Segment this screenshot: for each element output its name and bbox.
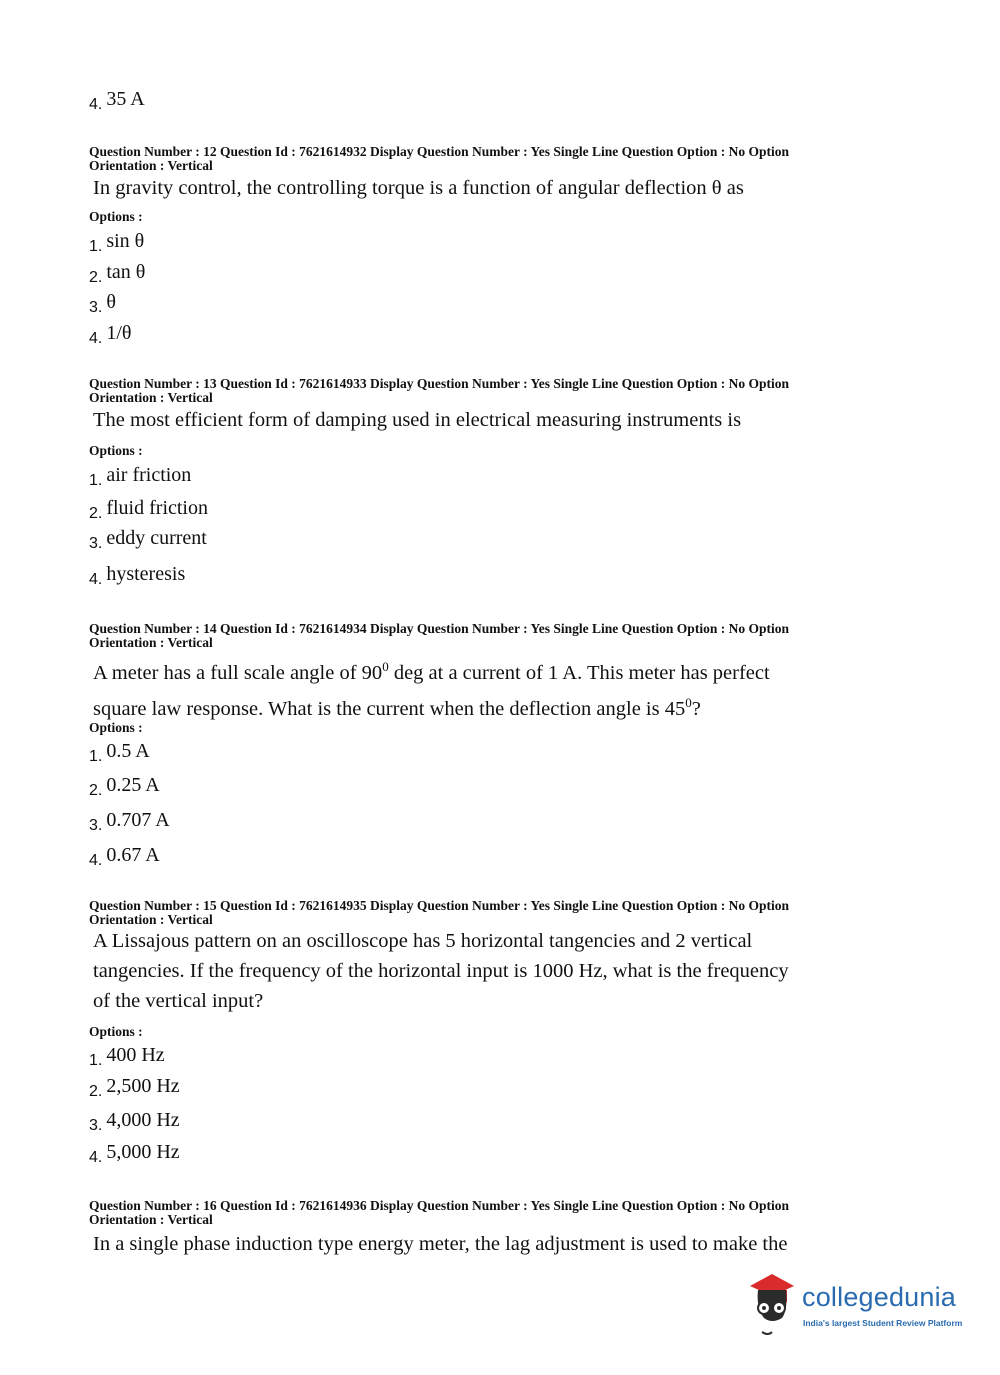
option-number: 3. <box>89 299 103 316</box>
text-run: deg at a current of 1 A. This meter has perfect <box>388 661 770 684</box>
superscript: 0 <box>382 659 389 674</box>
option-number: 4. <box>89 330 103 347</box>
option-number: 1. <box>89 472 103 489</box>
question-line: of the vertical input? <box>93 990 264 1012</box>
q13-option-3 <box>89 527 207 553</box>
mascot-logo-icon <box>742 1268 802 1340</box>
option-text: hysteresis <box>106 563 186 585</box>
options-label: Options : <box>89 209 143 224</box>
q15-option-4 <box>89 1141 180 1167</box>
meta-line: Question Number : 16 Question Id : 7621614936 Display Question Number : Yes Single Line Question Option : No Option <box>89 1198 789 1213</box>
option-number: 1. <box>89 748 103 765</box>
option-number: 2. <box>89 505 103 522</box>
meta-line: Orientation : Vertical <box>89 1212 213 1227</box>
option-text: sin θ <box>106 230 145 252</box>
option-number: 4. <box>89 96 103 113</box>
meta-line: Orientation : Vertical <box>89 390 213 405</box>
q13-option-1 <box>89 464 191 490</box>
q13-option-4 <box>89 563 185 589</box>
question-13-meta <box>89 377 869 405</box>
text-run: square law response. What is the current when the deflection angle is 45 <box>93 697 686 720</box>
question-14-meta <box>89 622 869 650</box>
q15-option-1 <box>89 1044 165 1070</box>
question-line: tangencies. If the frequency of the horizontal input is 1000 Hz, what is the frequency <box>93 960 789 982</box>
option-text: fluid friction <box>106 497 208 519</box>
option-number: 2. <box>89 782 103 799</box>
option-text: 1/θ <box>106 322 132 344</box>
option-text: 400 Hz <box>106 1044 165 1066</box>
meta-line: Orientation : Vertical <box>89 158 213 173</box>
option-text: θ <box>106 291 116 313</box>
question-line: A Lissajous pattern on an oscilloscope has 5 horizontal tangencies and 2 vertical <box>93 930 753 952</box>
meta-line: Question Number : 14 Question Id : 7621614934 Display Question Number : Yes Single Line Question Option : No Option <box>89 621 789 636</box>
collegedunia-watermark <box>742 1268 972 1344</box>
option-text: 0.707 A <box>106 809 170 831</box>
option-number: 1. <box>89 238 103 255</box>
q13-option-2 <box>89 497 208 523</box>
brand-tagline: India's largest Student Review Platform <box>803 1318 963 1328</box>
q14-option-3 <box>89 809 170 835</box>
superscript: 0 <box>685 694 692 710</box>
meta-line: Orientation : Vertical <box>89 912 213 927</box>
option-text: 0.5 A <box>106 740 150 762</box>
option-text: 0.67 A <box>106 844 160 866</box>
meta-line: Question Number : 12 Question Id : 7621614932 Display Question Number : Yes Single Line Question Option : No Option <box>89 144 789 159</box>
q12-option-4 <box>89 322 131 348</box>
text-run: ? <box>691 697 701 720</box>
question-15-meta <box>89 899 869 927</box>
question-15-text <box>93 926 873 1016</box>
options-label: Options : <box>89 443 143 458</box>
option-text: 0.25 A <box>106 774 160 796</box>
question-12-meta <box>89 145 869 173</box>
question-line <box>93 688 873 724</box>
option-number: 3. <box>89 1117 103 1134</box>
option-text: 4,000 Hz <box>106 1109 180 1131</box>
question-14-text <box>93 652 873 724</box>
question-line <box>93 652 873 688</box>
meta-line: Question Number : 15 Question Id : 7621614935 Display Question Number : Yes Single Line Question Option : No Option <box>89 898 789 913</box>
options-label: Options : <box>89 720 143 735</box>
option-text: tan θ <box>106 261 146 283</box>
q14-option-1 <box>89 740 150 766</box>
q12-option-2 <box>89 261 145 287</box>
option-text: 2,500 Hz <box>106 1075 180 1097</box>
q12-option-1 <box>89 230 144 256</box>
option-number: 2. <box>89 1083 103 1100</box>
meta-line: Orientation : Vertical <box>89 635 213 650</box>
q15-option-2 <box>89 1075 180 1101</box>
option-carryover <box>89 88 145 114</box>
question-16-text: In a single phase induction type energy meter, the lag adjustment is used to make the <box>93 1233 788 1255</box>
option-text: air friction <box>106 464 192 486</box>
q12-option-3 <box>89 291 116 317</box>
option-number: 3. <box>89 535 103 552</box>
options-label: Options : <box>89 1024 143 1039</box>
text-run: A meter has a full scale angle of 90 <box>93 661 383 684</box>
option-number: 4. <box>89 571 103 588</box>
option-number: 2. <box>89 269 103 286</box>
brand-name: collegedunia <box>802 1282 957 1312</box>
q14-option-4 <box>89 844 160 870</box>
option-number: 3. <box>89 817 103 834</box>
option-number: 1. <box>89 1052 103 1069</box>
q15-option-3 <box>89 1109 180 1135</box>
option-text: 35 A <box>106 88 145 110</box>
question-13-text: The most efficient form of damping used in electrical measuring instruments is <box>93 409 742 431</box>
q14-option-2 <box>89 774 160 800</box>
question-16-meta <box>89 1199 869 1227</box>
option-text: eddy current <box>106 527 207 549</box>
option-number: 4. <box>89 852 103 869</box>
option-number: 4. <box>89 1149 103 1166</box>
question-12-text: In gravity control, the controlling torque is a function of angular deflection θ as <box>93 177 744 199</box>
meta-line: Question Number : 13 Question Id : 7621614933 Display Question Number : Yes Single Line Question Option : No Option <box>89 376 789 391</box>
option-text: 5,000 Hz <box>106 1141 180 1163</box>
